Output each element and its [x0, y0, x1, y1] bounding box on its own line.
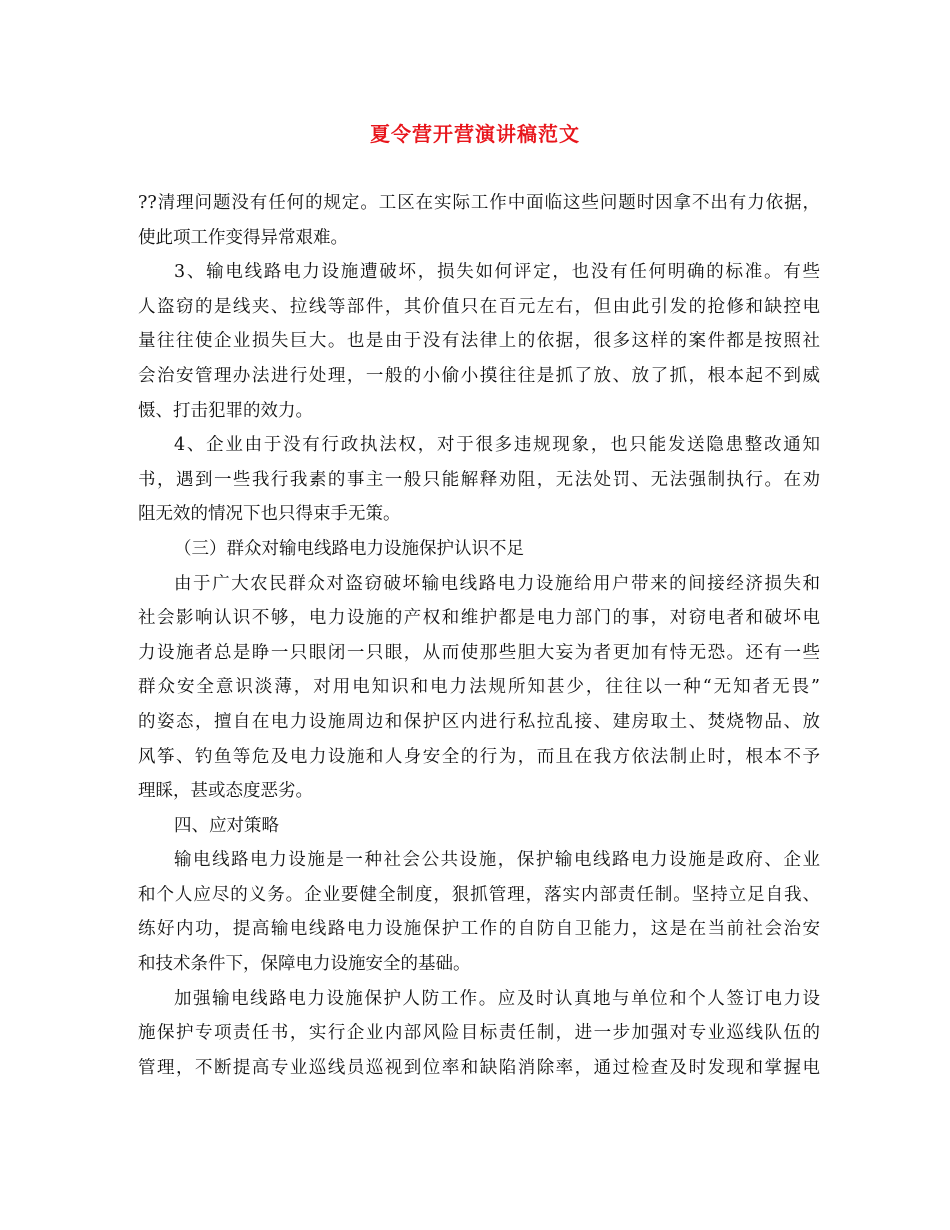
text-line: 管理，不断提高专业巡线员巡视到位率和缺陷消除率，通过检查及时发现和掌握电	[138, 1057, 820, 1078]
text-line: 会治安管理办法进行处理，一般的小偷小摸往往是抓了放、放了抓，根本起不到威	[138, 365, 820, 386]
text-line: 由于广大农民群众对盗窃破坏输电线路电力设施给用户带来的间接经济损失和	[174, 573, 820, 594]
text-line: 和技术条件下，保障电力设施安全的基础。	[138, 954, 471, 975]
text-line: （三）群众对输电线路电力设施保护认识不足	[174, 538, 524, 559]
text-line: 3、输电线路电力设施遭破坏，损失如何评定，也没有任何明确的标准。有些	[174, 262, 820, 283]
text-line: 使此项工作变得异常艰难。	[138, 227, 348, 248]
text-line: 四、应对策略	[174, 815, 279, 836]
text-line: 输电线路电力设施是一种社会公共设施，保护输电线路电力设施是政府、企业	[174, 850, 820, 871]
text-line: 的姿态，擅自在电力设施周边和保护区内进行私拉乱接、建房取土、焚烧物品、放	[138, 711, 820, 732]
document-body	[138, 186, 820, 1085]
text-line: 和个人应尽的义务。企业要健全制度，狠抓管理，落实内部责任制。坚持立足自我、	[138, 884, 820, 905]
text-line: 社会影响认识不够，电力设施的产权和维护都是电力部门的事，对窃电者和破坏电	[138, 608, 820, 629]
text-line: 风筝、钓鱼等危及电力设施和人身安全的行为，而且在我方依法制止时，根本不予	[138, 746, 820, 767]
text-line: ??清理问题没有任何的规定。工区在实际工作中面临这些问题时因拿不出有力依据，	[138, 193, 820, 213]
text-line: 量往往使企业损失巨大。也是由于没有法律上的依据，很多这样的案件都是按照社	[138, 331, 820, 352]
text-line: 慑、打击犯罪的效力。	[138, 400, 313, 421]
text-line: 群众安全意识淡薄，对用电知识和电力法规所知甚少，往往以一种“无知者无畏”	[138, 677, 820, 698]
text-line: 力设施者总是睁一只眼闭一只眼，从而使那些胆大妄为者更加有恃无恐。还有一些	[138, 642, 820, 663]
text-line: 书，遇到一些我行我素的事主一般只能解释劝阻，无法处罚、无法强制执行。在劝	[138, 469, 820, 490]
text-line: 人盗窃的是线夹、拉线等部件，其价值只在百元左右，但由此引发的抢修和缺控电	[138, 296, 820, 317]
text-line: 阻无效的情况下也只得束手无策。	[138, 504, 401, 525]
text-line: 加强输电线路电力设施保护人防工作。应及时认真地与单位和个人签订电力设	[174, 988, 820, 1009]
document-title: 夏令营开营演讲稿范文	[370, 122, 580, 146]
text-line: 4、企业由于没有行政执法权，对于很多违规现象，也只能发送隐患整改通知	[174, 435, 820, 456]
text-line: 理睬，甚或态度恶劣。	[138, 781, 313, 802]
text-line: 施保护专项责任书，实行企业内部风险目标责任制，进一步加强对专业巡线队伍的	[138, 1023, 820, 1044]
text-line: 练好内功，提高输电线路电力设施保护工作的自防自卫能力，这是在当前社会治安	[138, 919, 820, 940]
